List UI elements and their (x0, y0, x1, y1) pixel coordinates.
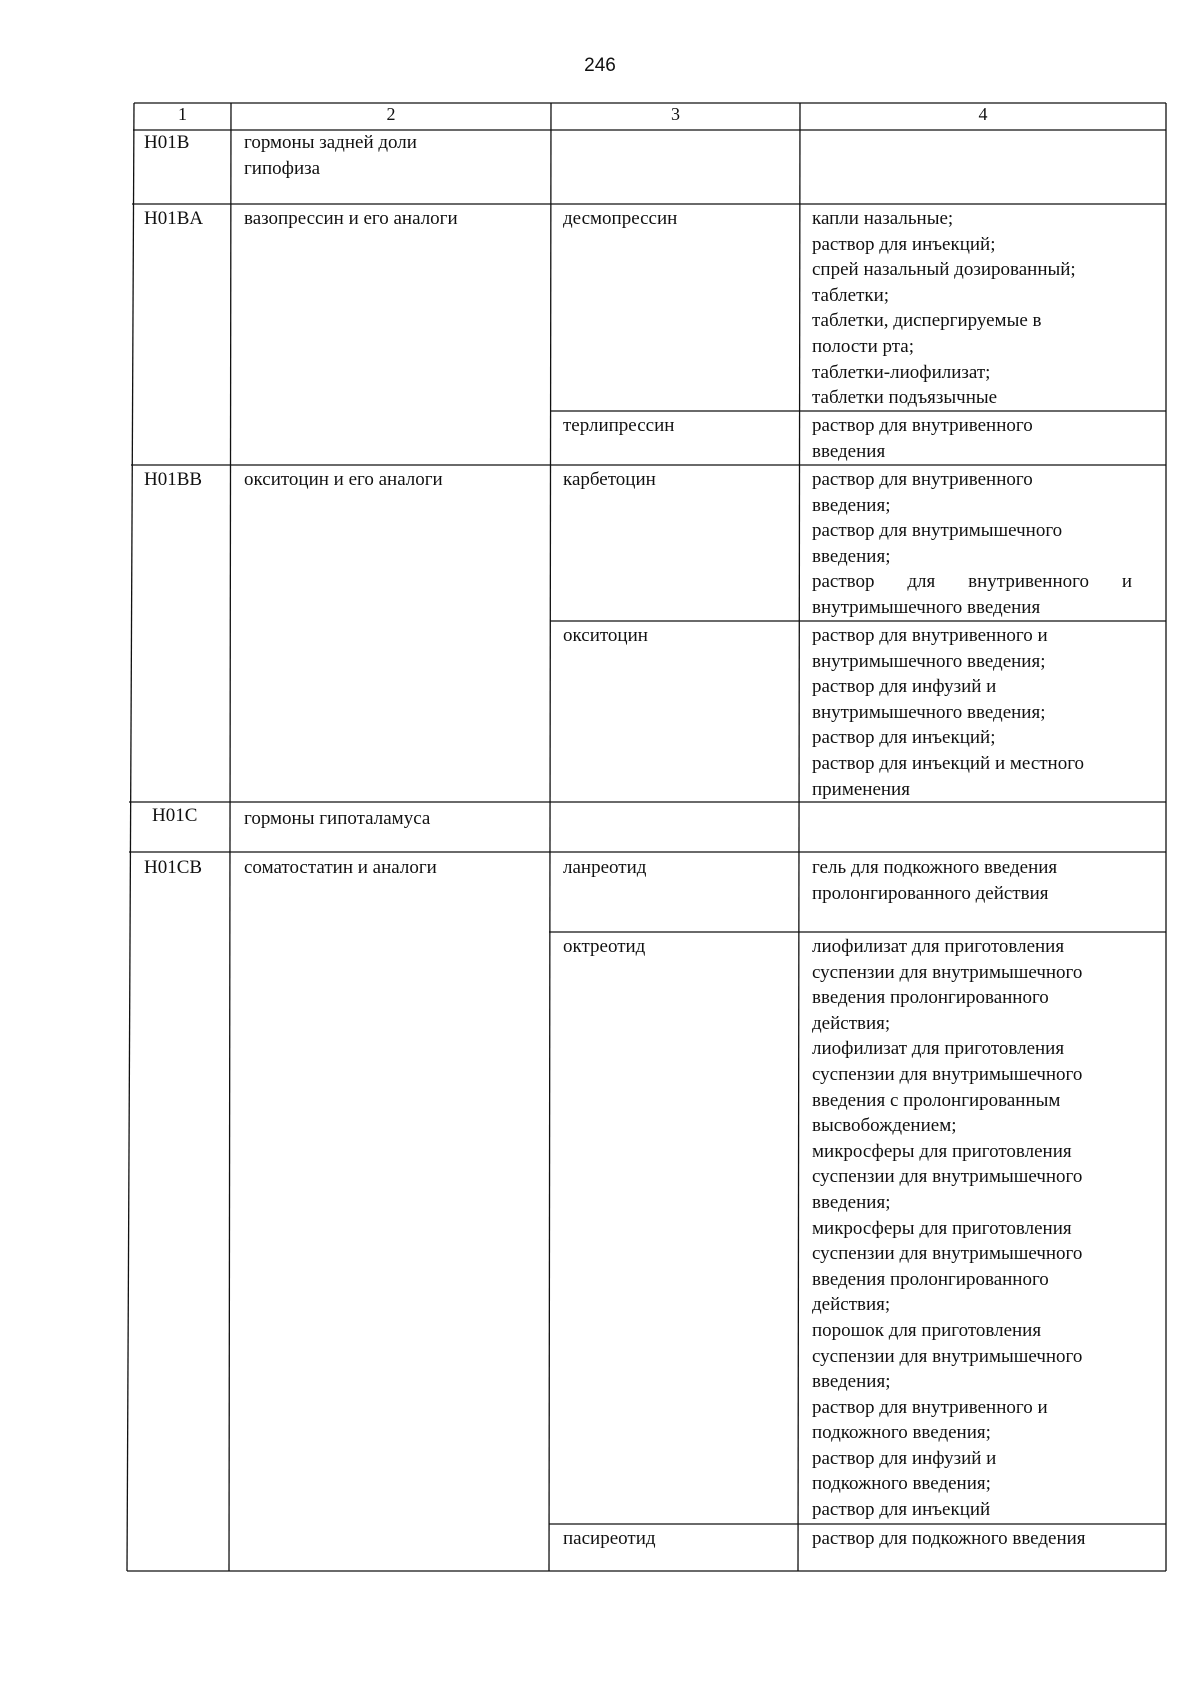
drug-name: пасиреотид (563, 1528, 656, 1549)
atc-code: H01BA (144, 208, 204, 229)
page-number: 246 (584, 55, 616, 76)
dosage-form: введения; (812, 545, 891, 567)
column-header-4: 4 (978, 104, 988, 124)
dosage-forms (812, 467, 1132, 621)
dosage-form: раствор для подкожного введения (812, 1528, 1086, 1549)
dosage-form: таблетки подъязычные (812, 387, 998, 409)
atc-code: H01C (152, 805, 198, 826)
dosage-form: гель для подкожного введения (812, 857, 1058, 878)
dosage-form: подкожного введения; (812, 1422, 991, 1444)
dosage-form: действия; (812, 1012, 891, 1034)
dosage-forms (812, 1526, 1086, 1552)
dosage-form: введения с пролонгированным (812, 1089, 1061, 1111)
dosage-forms (812, 855, 1057, 906)
dosage-form: раствор для инфузий и (812, 676, 997, 698)
dosage-form: раствор для инъекций и местного (812, 752, 1085, 774)
dosage-form: раствор для внутривенного (812, 415, 1033, 436)
dosage-form: внутримышечного введения; (812, 701, 1046, 723)
dosage-form: введения; (812, 1371, 891, 1393)
dosage-form: суспензии для внутримышечного (812, 1166, 1083, 1188)
atc-code: H01CB (144, 857, 203, 878)
dosage-form: введения пролонгированного (812, 1268, 1049, 1290)
column-header-2: 2 (386, 104, 396, 124)
atc-code: H01B (144, 132, 190, 153)
atc-group-name: гормоны гипоталамуса (244, 808, 431, 829)
dosage-form: спрей назальный дозированный; (812, 259, 1076, 281)
drug-name: ланреотид (563, 857, 647, 878)
dosage-form: раствор для внутривенного (812, 469, 1033, 490)
dosage-form: введения; (812, 1191, 891, 1213)
drug-name: октреотид (563, 936, 646, 957)
dosage-form: капли назальные; (812, 208, 954, 229)
atc-code: H01BB (144, 469, 203, 490)
dosage-form-justified: раствор для внутривенного и (812, 571, 1132, 593)
dosage-form: суспензии для внутримышечного (812, 1345, 1083, 1367)
dosage-forms (812, 623, 1084, 802)
dosage-forms (812, 413, 1033, 464)
dosage-form: раствор для внутривенного и (812, 1396, 1048, 1418)
dosage-form: таблетки; (812, 284, 890, 306)
dosage-form: суспензии для внутримышечного (812, 1063, 1083, 1085)
group-name-line: гормоны задней доли (244, 132, 417, 153)
dosage-form: таблетки, диспергируемые в (812, 310, 1042, 332)
dosage-form: суспензии для внутримышечного (812, 1243, 1083, 1265)
dosage-form: таблетки-лиофилизат; (812, 361, 991, 383)
drug-name: десмопрессин (563, 208, 678, 229)
dosage-form: подкожного введения; (812, 1473, 991, 1495)
dosage-form: действия; (812, 1294, 891, 1316)
dosage-form: суспензии для внутримышечного (812, 961, 1083, 983)
dosage-form: лиофилизат для приготовления (812, 936, 1065, 957)
dosage-form: высвобождением; (812, 1115, 957, 1137)
dosage-forms (812, 206, 1076, 411)
dosage-form: порошок для приготовления (812, 1319, 1042, 1341)
group-name-line: гипофиза (244, 157, 321, 179)
dosage-form: введения пролонгированного (812, 987, 1049, 1009)
dosage-form: пролонгированного действия (812, 882, 1049, 904)
dosage-form: введения (812, 440, 886, 462)
drug-name: окситоцин (563, 625, 648, 646)
dosage-form: раствор для инъекций (812, 1499, 991, 1521)
dosage-form: раствор для инфузий и (812, 1447, 997, 1469)
dosage-form: лиофилизат для приготовления (812, 1038, 1065, 1060)
dosage-form: микросферы для приготовления (812, 1217, 1072, 1239)
dosage-form: внутримышечного введения (812, 596, 1041, 618)
dosage-form: раствор для инъекций; (812, 727, 996, 749)
dosage-form: раствор для инъекций; (812, 233, 996, 255)
drug-name: терлипрессин (563, 415, 675, 436)
dosage-form: внутримышечного введения; (812, 650, 1046, 672)
dosage-form: применения (812, 778, 910, 800)
atc-group-name: окситоцин и его аналоги (244, 469, 443, 490)
atc-group-name: вазопрессин и его аналоги (244, 208, 458, 229)
drug-name: карбетоцин (563, 469, 656, 490)
column-header-3: 3 (671, 104, 680, 124)
atc-group-name: соматостатин и аналоги (244, 857, 437, 878)
dosage-form: микросферы для приготовления (812, 1140, 1072, 1162)
atc-group-name (244, 130, 417, 181)
dosage-form: раствор для внутривенного и (812, 625, 1048, 646)
dosage-form: полости рта; (812, 335, 915, 357)
column-header-1: 1 (178, 104, 187, 124)
dosage-form: введения; (812, 494, 891, 516)
dosage-form: раствор для внутримышечного (812, 520, 1063, 542)
dosage-forms (812, 934, 1082, 1523)
